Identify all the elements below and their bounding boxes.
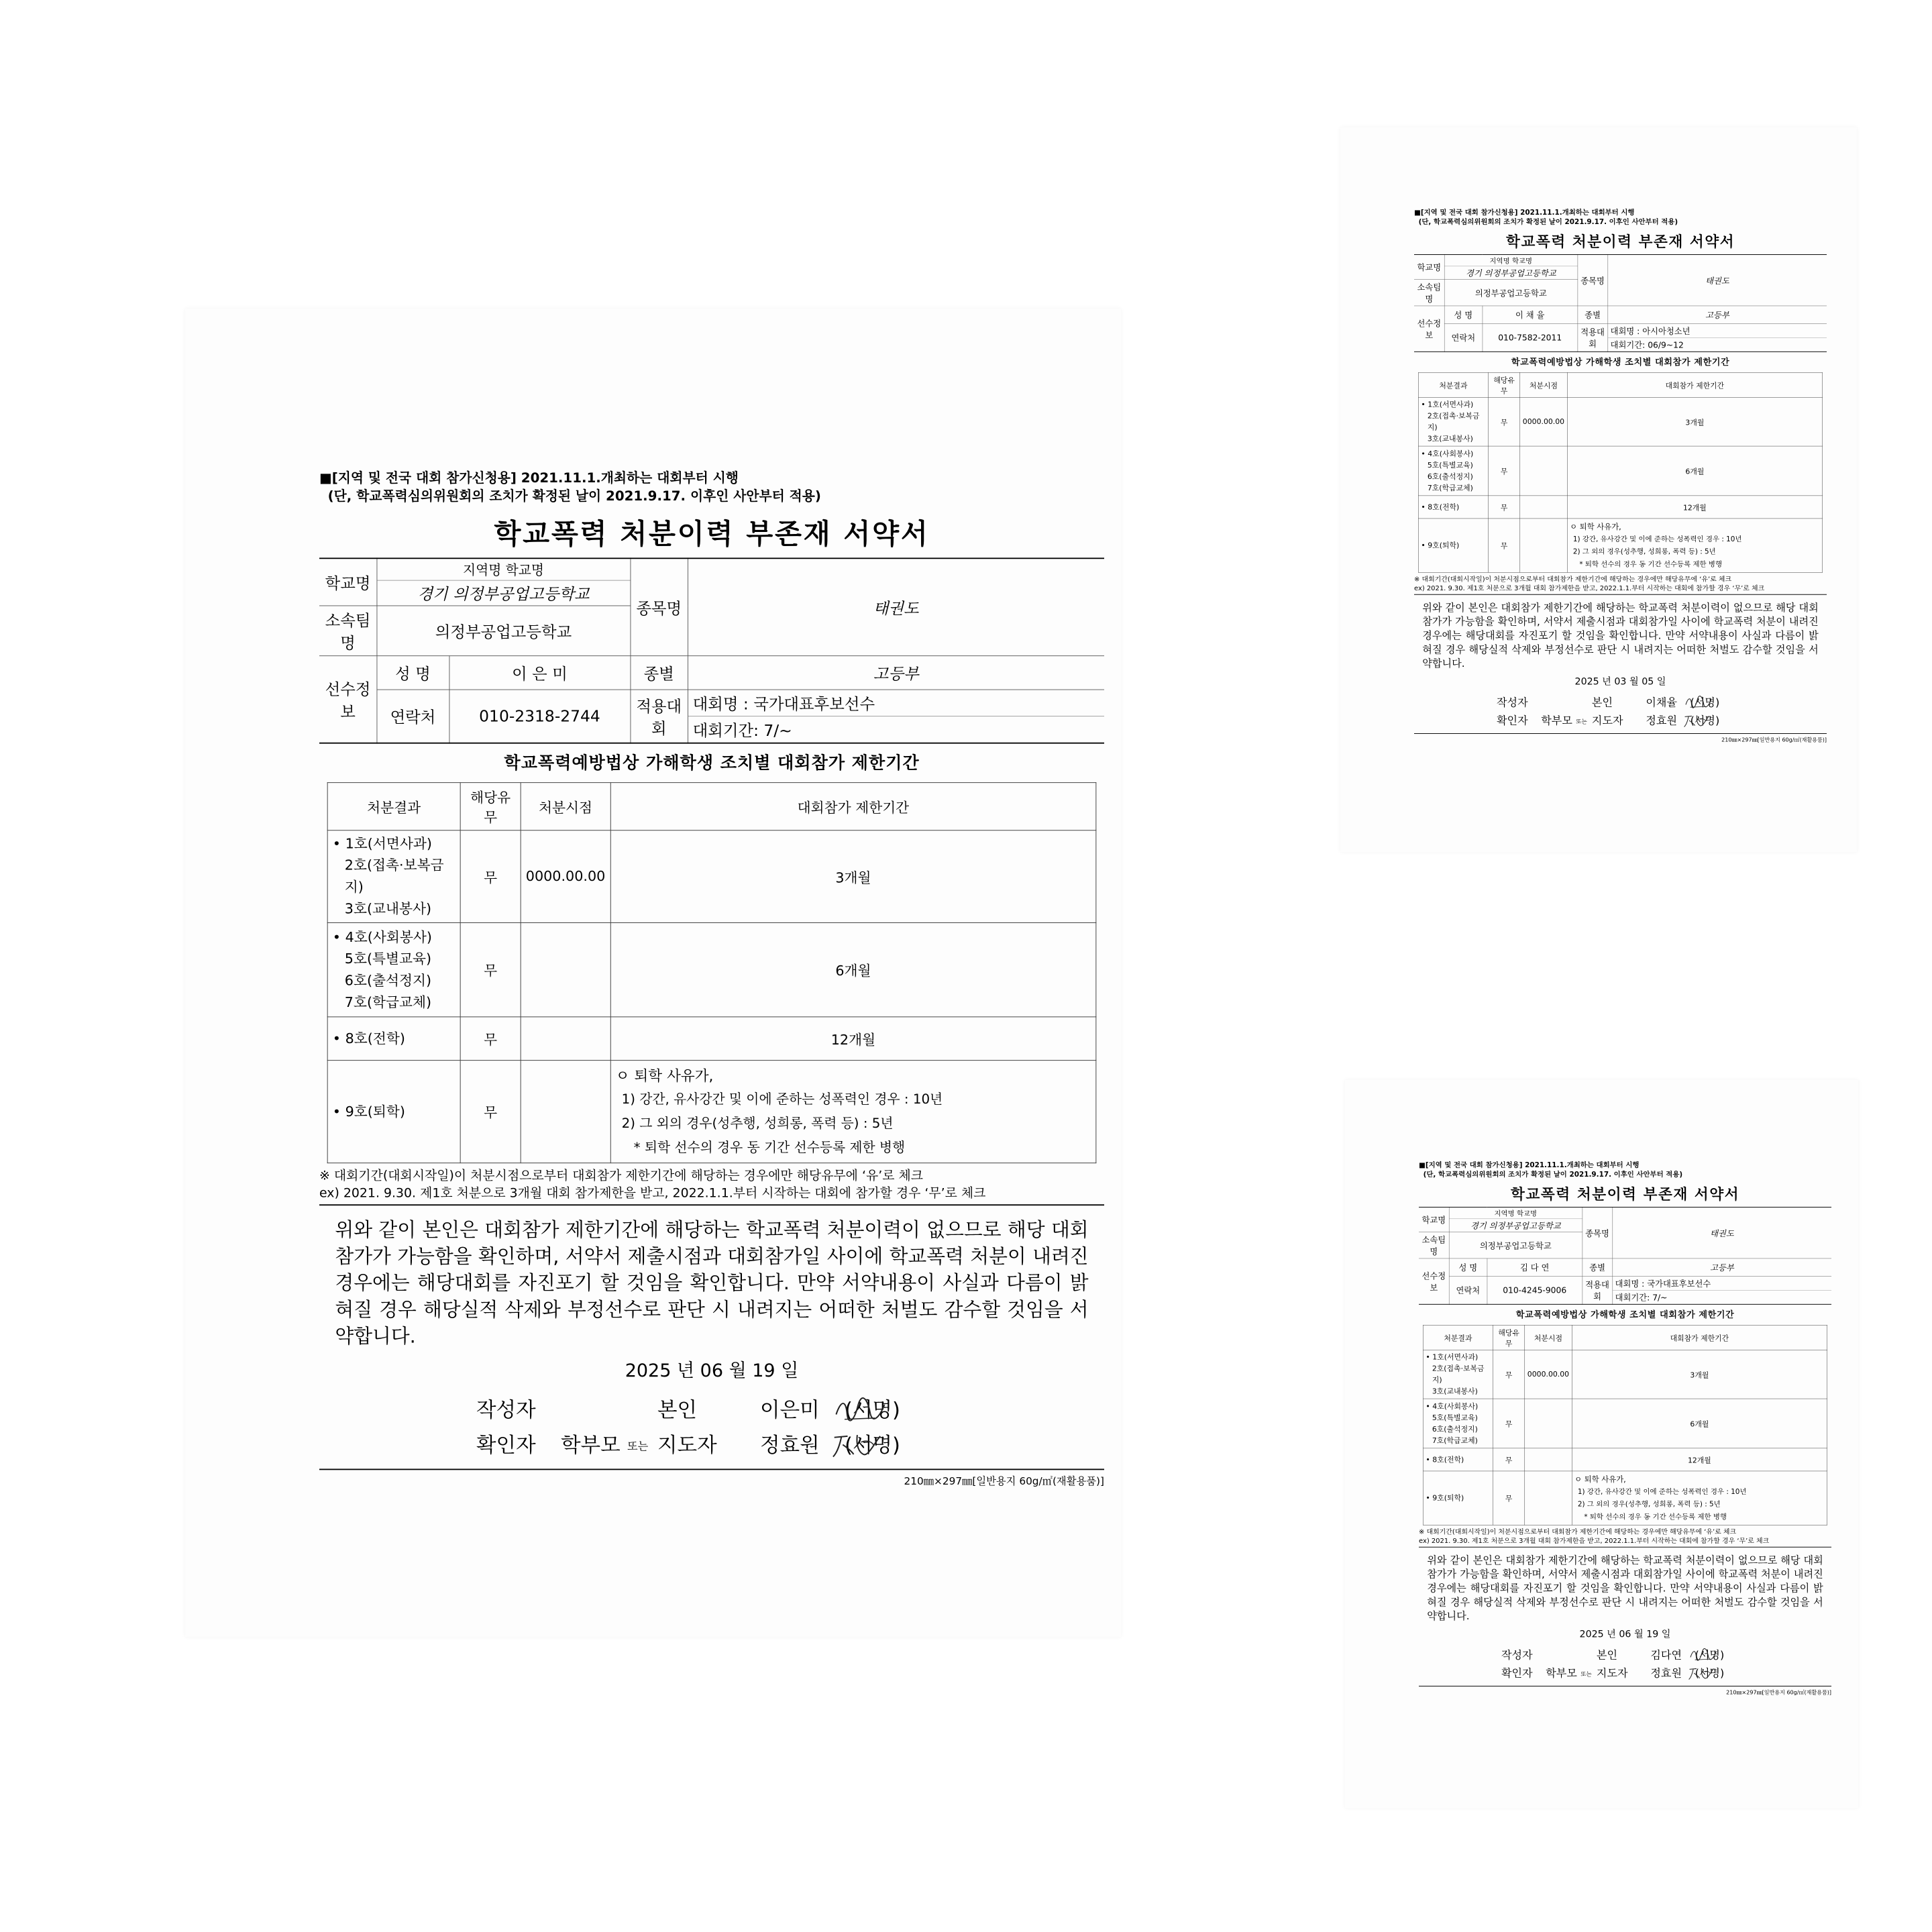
label-event: 종목명 [1578, 255, 1608, 306]
measure-group [327, 1017, 460, 1061]
date-value: 0000.00.00 [521, 830, 610, 923]
measure-item: • 8호(전학) [1421, 502, 1460, 512]
writer-signature-image [1684, 695, 1713, 710]
label-contact: 연락처 [1449, 1276, 1487, 1304]
note-example: ex) 2021. 9.30. 제1호 처분으로 3개월 대회 참가제한을 받고, 2022.1.1.부터 시작하는 대회에 참가할 경우 ‘무’로 체크 [319, 1185, 986, 1200]
col-header-limit: 대회참가 제한기간 [1567, 372, 1823, 397]
label-competition: 적용대회 [1578, 323, 1608, 352]
writer-label: 작성자 [1501, 1648, 1533, 1662]
date-value [1525, 1448, 1572, 1471]
label-player-info: 선수정보 [1414, 306, 1444, 352]
reason-line: * 퇴학 선수의 경우 동 기간 선수등록 제한 병행 [633, 1140, 906, 1155]
label-team: 소속팀명 [319, 606, 377, 656]
name-value: 이 은 미 [449, 656, 631, 690]
date-value: 0000.00.00 [1520, 398, 1567, 446]
category-value: 고등부 [1608, 306, 1827, 323]
col-header-result: 처분결과 [1418, 372, 1488, 397]
header-line-1: ■[지역 및 전국 대회 참가신청용] 2021.11.1.개최하는 대회부터 시행 [319, 470, 739, 486]
measure-group [327, 830, 460, 923]
measure-item: 3호(교내봉사) [1432, 1387, 1478, 1396]
expulsion-reasons [610, 1061, 1096, 1163]
expulsion-reasons [1572, 1471, 1827, 1525]
measure-group [1423, 1399, 1493, 1448]
paper-spec-footer: 210㎜×297㎜[일반용지 60g/㎡(재활용품)] [1414, 733, 1827, 743]
limit-value: 3개월 [1567, 398, 1823, 446]
document-title: 학교폭력 처분이력 부존재 서약서 [1510, 1185, 1740, 1203]
contact-value: 010-7582-2011 [1483, 323, 1578, 352]
confirmer-label: 확인자 [1501, 1667, 1533, 1680]
measure-item: • 8호(전학) [1426, 1455, 1464, 1464]
paper-spec-footer: 210㎜×297㎜[일반용지 60g/㎡(재활용품)] [319, 1469, 1104, 1488]
event-value: 태권도 [688, 558, 1104, 655]
reason-line: 2) 그 외의 경우(성추행, 성희롱, 폭력 등) : 5년 [1572, 547, 1716, 556]
school-value: 경기 의정부공업고등학교 [1465, 268, 1556, 279]
measure-item: • 1호(서면사과) [332, 836, 432, 852]
applies-value: 무 [1488, 519, 1519, 572]
label-school: 학교명 [1414, 255, 1444, 280]
table-row [1423, 1448, 1827, 1471]
table-row [1423, 1399, 1827, 1448]
table-row [1418, 519, 1822, 572]
measure-item: 7호(학급교체) [1432, 1436, 1478, 1445]
document-title: 학교폭력 처분이력 부존재 서약서 [1505, 233, 1735, 250]
pledge-date: 2025 년 06 월 19 일 [1579, 1628, 1671, 1640]
or-label: 또는 [1576, 718, 1587, 725]
school-value: 경기 의정부공업고등학교 [1470, 1221, 1561, 1232]
label-category: 종별 [631, 656, 688, 690]
coach-name: 정효원 [1650, 1667, 1682, 1680]
measure-item: • 4호(사회봉사) [1421, 449, 1474, 458]
measure-group [1423, 1471, 1493, 1525]
competition-name: 대회명 : 국가대표후보선수 [1613, 1277, 1831, 1291]
measure-item: 5호(특별교육) [1427, 461, 1473, 470]
writer-label: 작성자 [476, 1398, 536, 1423]
header-line-2: (단, 학교폭력심의위원회의 조치가 확정된 날이 2021.9.17. 이후인 사안부터 적용) [1418, 218, 1678, 226]
competition-period: 대회기간: 7/~ [692, 722, 792, 741]
applies-value: 무 [1493, 1448, 1524, 1471]
coach-sign-mark: (서명) [1690, 714, 1720, 727]
date-value [1525, 1471, 1572, 1525]
team-value: 의정부공업고등학교 [1449, 1232, 1582, 1258]
pledge-form [319, 470, 1104, 1487]
col-header-limit: 대회참가 제한기간 [1572, 1325, 1827, 1350]
scanned-document-main [185, 309, 1121, 1637]
coach-label: 지도자 [1596, 1667, 1628, 1680]
applies-value: 무 [1493, 1350, 1524, 1399]
label-region-school: 지역명 학교명 [1449, 1208, 1582, 1219]
measure-item: 2호(접촉·보복금지) [1427, 412, 1480, 432]
date-value [521, 1061, 610, 1163]
label-competition: 적용대회 [631, 690, 688, 743]
limit-value: 6개월 [1567, 446, 1823, 496]
note-check-rule: ※ 대회기간(대회시작일)이 처분시점으로부터 대회참가 제한기간에 해당하는 경우에만 해당유무에 ‘유’로 체크 [1414, 575, 1732, 583]
note-example: ex) 2021. 9.30. 제1호 처분으로 3개월 대회 참가제한을 받고, 2022.1.1.부터 시작하는 대회에 참가할 경우 ‘무’로 체크 [1414, 584, 1765, 592]
col-header-date: 처분시점 [1520, 372, 1567, 397]
measure-group [1418, 398, 1488, 446]
self-label: 본인 [657, 1398, 698, 1423]
or-label: 또는 [627, 1440, 649, 1454]
limit-table [327, 782, 1097, 1163]
measure-item: • 9호(퇴학) [1421, 541, 1460, 550]
label-school: 학교명 [319, 558, 377, 606]
or-label: 또는 [1580, 1670, 1592, 1678]
limit-value: 12개월 [1567, 496, 1823, 519]
contact-value: 010-4245-9006 [1487, 1276, 1582, 1304]
writer-sign-mark: (서명) [845, 1398, 900, 1423]
label-name: 성 명 [1449, 1258, 1487, 1276]
label-contact: 연락처 [1444, 323, 1483, 352]
writer-name: 이은미 [760, 1398, 820, 1423]
note-check-rule: ※ 대회기간(대회시작일)이 처분시점으로부터 대회참가 제한기간에 해당하는 경우에만 해당유무에 ‘유’로 체크 [319, 1168, 923, 1183]
measure-item: 6호(출석정지) [1427, 472, 1473, 481]
table-row [1423, 1350, 1827, 1399]
label-player-info: 선수정보 [319, 656, 377, 743]
writer-signature-image [833, 1397, 887, 1424]
name-value: 이 채 율 [1483, 306, 1578, 323]
notes [1419, 1527, 1831, 1547]
col-header-applies: 해당유무 [1488, 372, 1519, 397]
limit-table-title: 학교폭력예방법상 가해학생 조치별 대회참가 제한기간 [1511, 356, 1730, 368]
paper-spec-footer: 210㎜×297㎜[일반용지 60g/㎡(재활용품)] [1419, 1686, 1831, 1696]
date-value [1520, 496, 1567, 519]
competition-name: 대회명 : 국가대표후보선수 [688, 690, 1104, 717]
team-value: 의정부공업고등학교 [1444, 280, 1578, 306]
team-value: 의정부공업고등학교 [377, 606, 631, 656]
measure-item: • 4호(사회봉사) [1426, 1402, 1479, 1411]
label-contact: 연락처 [377, 690, 449, 743]
limit-table-title: 학교폭력예방법상 가해학생 조치별 대회참가 제한기간 [1515, 1309, 1735, 1320]
limit-value: 3개월 [610, 830, 1096, 923]
measure-item: • 9호(퇴학) [332, 1104, 405, 1120]
note-check-rule: ※ 대회기간(대회시작일)이 처분시점으로부터 대회참가 제한기간에 해당하는 경우에만 해당유무에 ‘유’로 체크 [1419, 1527, 1737, 1536]
date-value [1525, 1399, 1572, 1448]
info-table [1414, 254, 1827, 352]
event-value: 태권도 [1608, 255, 1827, 306]
signature-block [1414, 693, 1827, 731]
reason-line: ㅇ 퇴학 사유가, [1574, 1474, 1626, 1484]
limit-value: 12개월 [610, 1017, 1096, 1061]
col-header-result: 처분결과 [1423, 1325, 1493, 1350]
scanned-document-top-right [1340, 127, 1857, 852]
label-team: 소속팀명 [1419, 1232, 1449, 1258]
coach-sign-mark: (서명) [845, 1433, 900, 1458]
measure-item: 7호(학급교체) [344, 994, 432, 1010]
col-header-date: 처분시점 [521, 783, 610, 830]
applies-value: 무 [1488, 446, 1519, 496]
measure-item: • 9호(퇴학) [1426, 1493, 1464, 1503]
applies-value: 무 [460, 922, 521, 1016]
limit-table [1423, 1325, 1827, 1525]
notes [1414, 574, 1827, 594]
reason-line: 2) 그 외의 경우(성추행, 성희롱, 폭력 등) : 5년 [1577, 1500, 1721, 1509]
label-category: 종별 [1582, 1258, 1613, 1276]
signature-block [1419, 1646, 1831, 1684]
pledge-date: 2025 년 03 월 05 일 [1574, 676, 1666, 688]
pledge-form [1414, 208, 1827, 743]
pledge-body: 위와 같이 본인은 대회참가 제한기간에 해당하는 학교폭력 처분이력이 없으므로 해당 대회 참가가 가능함을 확인하며, 서약서 제출시점과 대회참가일 사이에 학교폭력 처분이 내려진 경우에는 해당대회를 자진포기 할 것임을 확인합니다. 만약 서약내용이 사실과 다름이 밝혀질 경우 해당실적 삭제와 부정선수로 판단 시 내려지는 어떠한 처벌도 감수할 것임을 서약합니다. [1422, 601, 1819, 669]
applies-value: 무 [1493, 1399, 1524, 1448]
reason-line: * 퇴학 선수의 경우 동 기간 선수등록 제한 병행 [1579, 560, 1722, 569]
applies-value: 무 [1488, 398, 1519, 446]
writer-sign-mark: (서명) [1690, 696, 1720, 709]
limit-table [1418, 372, 1823, 573]
label-name: 성 명 [377, 656, 449, 690]
header-line-1: ■[지역 및 전국 대회 참가신청용] 2021.11.1.개최하는 대회부터 시행 [1414, 208, 1635, 217]
coach-name: 정효원 [760, 1433, 820, 1458]
label-name: 성 명 [1444, 306, 1483, 323]
date-value [521, 1017, 610, 1061]
confirmer-label: 확인자 [1497, 714, 1528, 727]
limit-value: 12개월 [1572, 1448, 1827, 1471]
pledge-form [1419, 1161, 1831, 1696]
scanned-document-bottom-right [1345, 1080, 1858, 1808]
self-label: 본인 [1591, 696, 1613, 709]
measure-group [1418, 446, 1488, 496]
limit-value: 3개월 [1572, 1350, 1827, 1399]
self-label: 본인 [1596, 1648, 1618, 1662]
category-value: 고등부 [1613, 1258, 1831, 1276]
label-region-school: 지역명 학교명 [377, 559, 630, 580]
col-header-result: 처분결과 [327, 783, 460, 830]
limit-table-title: 학교폭력예방법상 가해학생 조치별 대회참가 제한기간 [504, 753, 920, 773]
measure-item: 5호(특별교육) [1432, 1413, 1478, 1422]
expulsion-reasons [1567, 519, 1823, 572]
school-value: 경기 의정부공업고등학교 [417, 585, 590, 604]
writer-name: 김다연 [1650, 1648, 1682, 1662]
measure-item: • 1호(서면사과) [1421, 400, 1474, 409]
parent-label: 학부모 [561, 1433, 621, 1458]
table-row [327, 830, 1096, 923]
competition-period: 대회기간: 06/9~12 [1610, 340, 1684, 350]
signature-block [319, 1393, 1104, 1465]
header-line-2: (단, 학교폭력심의위원회의 조치가 확정된 날이 2021.9.17. 이후인 사안부터 적용) [327, 488, 821, 504]
coach-name: 정효원 [1646, 714, 1677, 727]
coach-signature-image [1682, 713, 1711, 729]
measure-group [1418, 496, 1488, 519]
table-row [327, 922, 1096, 1016]
reason-line: 1) 강간, 유사강간 및 이에 준하는 성폭력인 경우 : 10년 [621, 1091, 943, 1107]
label-event: 종목명 [1582, 1208, 1613, 1258]
header-line-2: (단, 학교폭력심의위원회의 조치가 확정된 날이 2021.9.17. 이후인 사안부터 적용) [1423, 1171, 1683, 1179]
competition-period: 대회기간: 7/~ [1615, 1293, 1668, 1303]
measure-group [327, 1061, 460, 1163]
reason-line: 2) 그 외의 경우(성추행, 성희롱, 폭력 등) : 5년 [621, 1116, 894, 1131]
reason-line: 1) 강간, 유사강간 및 이에 준하는 성폭력인 경우 : 10년 [1577, 1487, 1747, 1496]
measure-item: • 4호(사회봉사) [332, 929, 432, 945]
note-example: ex) 2021. 9.30. 제1호 처분으로 3개월 대회 참가제한을 받고, 2022.1.1.부터 시작하는 대회에 참가할 경우 ‘무’로 체크 [1419, 1537, 1770, 1545]
applies-value: 무 [1493, 1471, 1524, 1525]
info-table [319, 557, 1104, 743]
event-value: 태권도 [1613, 1208, 1831, 1258]
label-school: 학교명 [1419, 1208, 1449, 1232]
limit-value: 6개월 [610, 922, 1096, 1016]
measure-group [1418, 519, 1488, 572]
writer-name: 이채율 [1646, 696, 1677, 709]
reason-line: ㅇ 퇴학 사유가, [1570, 522, 1621, 531]
pledge-body: 위와 같이 본인은 대회참가 제한기간에 해당하는 학교폭력 처분이력이 없으므로 해당 대회 참가가 가능함을 확인하며, 서약서 제출시점과 대회참가일 사이에 학교폭력 처분이 내려진 경우에는 해당대회를 자진포기 할 것임을 확인합니다. 만약 서약내용이 사실과 다름이 밝혀질 경우 해당실적 삭제와 부정선수로 판단 시 내려지는 어떠한 처벌도 감수할 것임을 서약합니다. [335, 1218, 1089, 1348]
measure-group [1423, 1448, 1493, 1471]
label-category: 종별 [1578, 306, 1608, 323]
reason-line: * 퇴학 선수의 경우 동 기간 선수등록 제한 병행 [1584, 1513, 1727, 1521]
date-value [1520, 519, 1567, 572]
measure-group [327, 922, 460, 1016]
table-row [1423, 1471, 1827, 1525]
name-value: 김 다 연 [1487, 1258, 1582, 1276]
pledge-date: 2025 년 06 월 19 일 [625, 1360, 799, 1381]
table-row [327, 1017, 1096, 1061]
table-row [1418, 398, 1822, 446]
competition-name: 대회명 : 아시아청소년 [1608, 324, 1827, 338]
parent-label: 학부모 [1546, 1667, 1577, 1680]
applies-value: 무 [460, 1061, 521, 1163]
writer-label: 작성자 [1497, 696, 1528, 709]
document-title: 학교폭력 처분이력 부존재 서약서 [494, 517, 930, 550]
limit-value: 6개월 [1572, 1399, 1827, 1448]
col-header-applies: 해당유무 [460, 783, 521, 830]
date-value [521, 922, 610, 1016]
label-competition: 적용대회 [1582, 1276, 1613, 1304]
col-header-applies: 해당유무 [1493, 1325, 1524, 1350]
table-row [327, 1061, 1096, 1163]
header-line-1: ■[지역 및 전국 대회 참가신청용] 2021.11.1.개최하는 대회부터 시행 [1419, 1161, 1640, 1169]
category-value: 고등부 [688, 656, 1104, 690]
date-value: 0000.00.00 [1525, 1350, 1572, 1399]
reason-line: ㅇ 퇴학 사유가, [615, 1067, 714, 1084]
measure-group [1423, 1350, 1493, 1399]
measure-item: 6호(출석정지) [1432, 1425, 1478, 1434]
coach-signature-image [1687, 1666, 1716, 1682]
measure-item: • 1호(서면사과) [1426, 1353, 1479, 1362]
coach-signature-image [830, 1430, 884, 1460]
applies-value: 무 [460, 1017, 521, 1061]
contact-value: 010-2318-2744 [449, 690, 631, 743]
measure-item: 3호(교내봉사) [344, 901, 432, 917]
measure-item: 3호(교내봉사) [1427, 435, 1473, 443]
confirmer-label: 확인자 [476, 1433, 536, 1458]
notes [319, 1167, 1104, 1206]
measure-item: 6호(출석정지) [344, 973, 432, 989]
info-table [1419, 1207, 1831, 1305]
coach-label: 지도자 [657, 1433, 717, 1458]
date-value [1520, 446, 1567, 496]
col-header-date: 처분시점 [1525, 1325, 1572, 1350]
applies-value: 무 [460, 830, 521, 923]
table-row [1418, 446, 1822, 496]
reason-line: 1) 강간, 유사강간 및 이에 준하는 성폭력인 경우 : 10년 [1572, 535, 1742, 543]
measure-item: 2호(접촉·보복금지) [344, 857, 444, 896]
parent-label: 학부모 [1541, 714, 1572, 727]
label-event: 종목명 [631, 558, 688, 655]
coach-label: 지도자 [1591, 714, 1623, 727]
measure-item: 5호(특별교육) [344, 951, 432, 967]
label-region-school: 지역명 학교명 [1444, 255, 1577, 266]
pledge-body: 위와 같이 본인은 대회참가 제한기간에 해당하는 학교폭력 처분이력이 없으므로 해당 대회 참가가 가능함을 확인하며, 서약서 제출시점과 대회참가일 사이에 학교폭력 처분이 내려진 경우에는 해당대회를 자진포기 할 것임을 확인합니다. 만약 서약내용이 사실과 다름이 밝혀질 경우 해당실적 삭제와 부정선수로 판단 시 내려지는 어떠한 처벌도 감수할 것임을 서약합니다. [1427, 1554, 1823, 1622]
writer-sign-mark: (서명) [1695, 1648, 1725, 1662]
label-player-info: 선수정보 [1419, 1258, 1449, 1304]
col-header-limit: 대회참가 제한기간 [610, 783, 1096, 830]
writer-signature-image [1688, 1648, 1717, 1662]
table-row [1418, 496, 1822, 519]
applies-value: 무 [1488, 496, 1519, 519]
measure-item: 7호(학급교체) [1427, 484, 1473, 492]
measure-item: 2호(접촉·보복금지) [1432, 1364, 1485, 1385]
label-team: 소속팀명 [1414, 280, 1444, 306]
measure-item: • 8호(전학) [332, 1030, 405, 1046]
coach-sign-mark: (서명) [1695, 1667, 1725, 1680]
